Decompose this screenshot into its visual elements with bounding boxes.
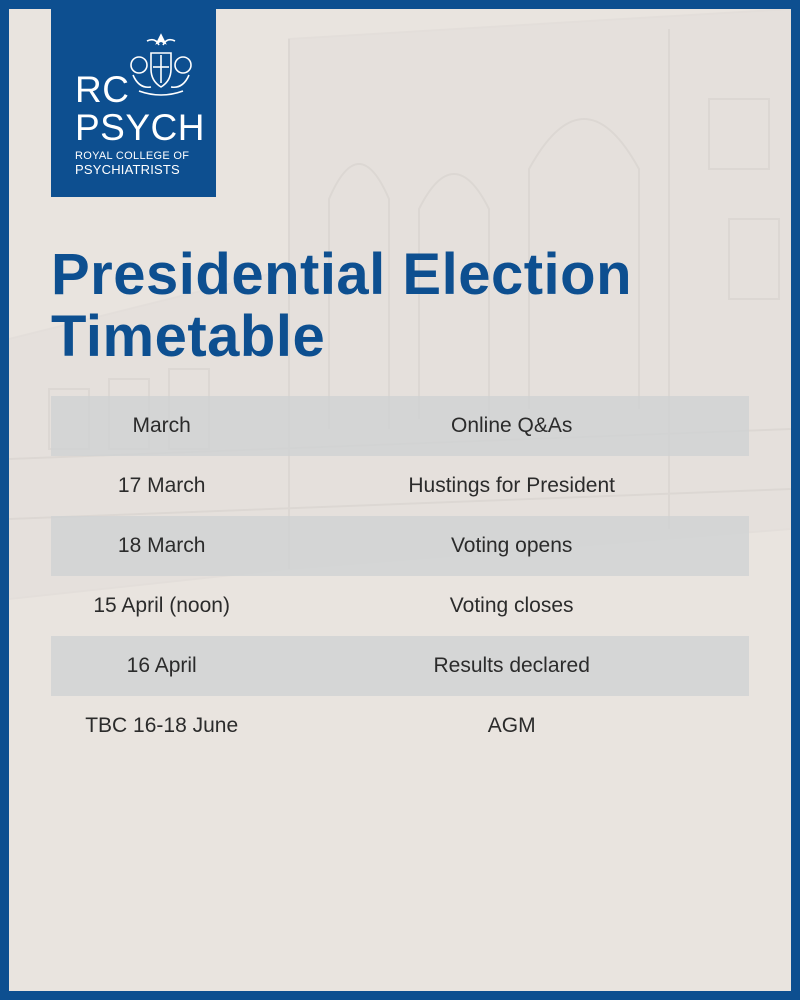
timetable-date: March — [132, 414, 191, 437]
timetable-event: Online Q&As — [450, 414, 573, 437]
title-line-2: Timetable — [51, 304, 326, 369]
timetable-date: TBC 16-18 June — [85, 714, 239, 737]
timetable-event: Voting closes — [449, 594, 574, 617]
timetable-row — [51, 696, 749, 756]
logo-psychiatrists-text: PSYCHIATRISTS — [75, 162, 180, 177]
timetable-row — [51, 456, 749, 516]
timetable-event: Results declared — [433, 654, 590, 677]
rcpsych-logo — [51, 9, 216, 197]
timetable-row — [51, 576, 749, 636]
page-title — [51, 244, 771, 368]
title-line-1: Presidential Election — [51, 242, 633, 307]
logo-psych-text: PSYCH — [75, 107, 205, 148]
timetable-date: 17 March — [117, 474, 206, 497]
timetable-row — [51, 396, 749, 456]
logo-rc-text: RC — [75, 69, 130, 110]
coat-of-arms-icon — [125, 31, 197, 99]
timetable-event: Hustings for President — [408, 474, 615, 497]
election-timetable — [51, 396, 749, 756]
timetable-date: 18 March — [117, 534, 206, 557]
timetable-row — [51, 516, 749, 576]
timetable-event: Voting opens — [450, 534, 573, 557]
timetable-date: 15 April (noon) — [93, 594, 230, 617]
timetable-date: 16 April — [126, 654, 197, 677]
logo-royal-college-text: ROYAL COLLEGE OF — [75, 150, 190, 162]
timetable-event: AGM — [487, 714, 536, 737]
timetable-row — [51, 636, 749, 696]
